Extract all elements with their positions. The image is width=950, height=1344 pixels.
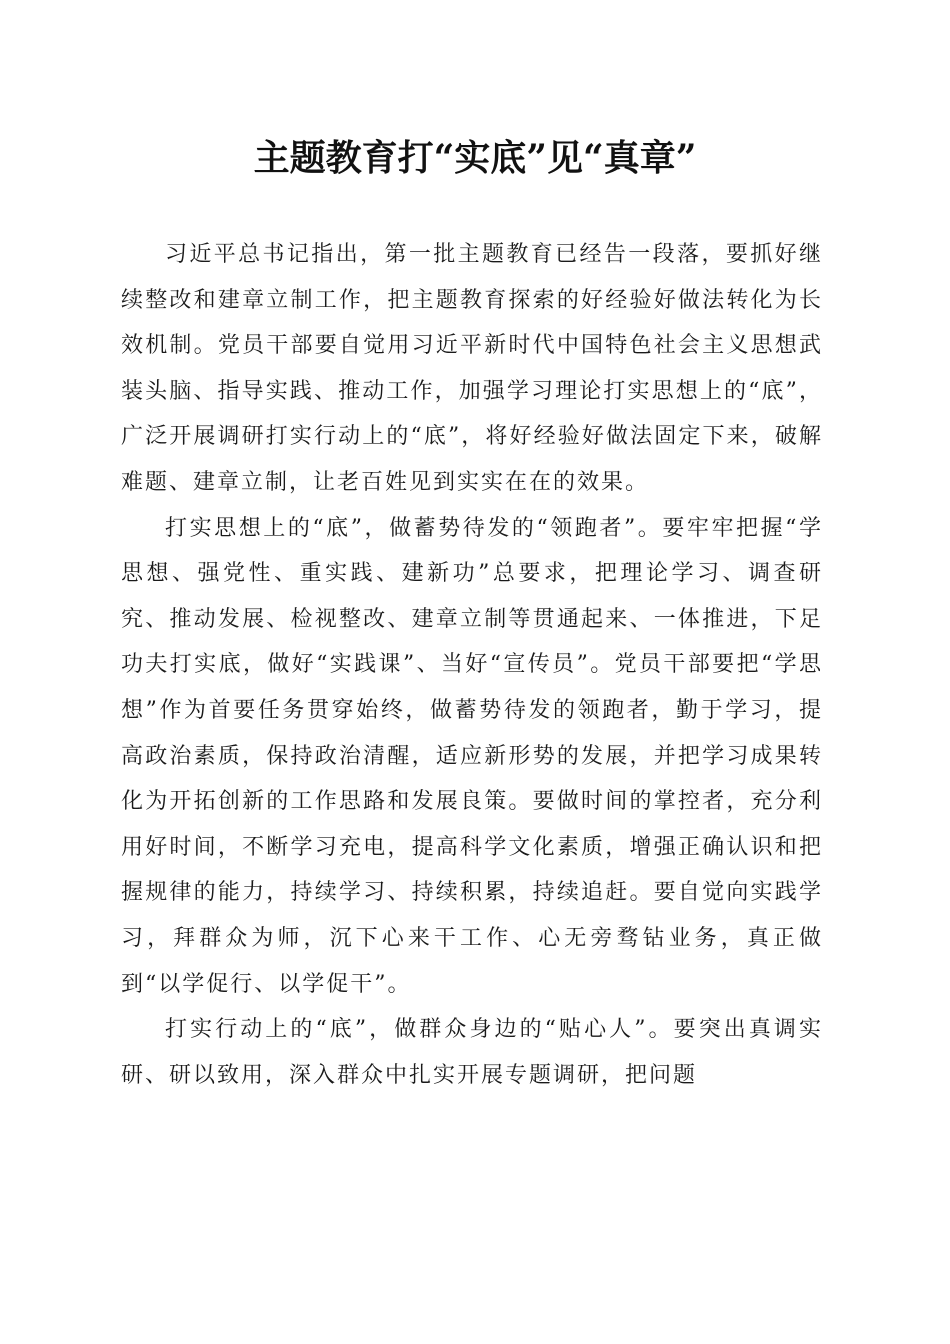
document-title: 主题教育打“实底”见“真章”	[253, 137, 697, 179]
document-body	[121, 232, 823, 1098]
paragraph: 打实思想上的“底”，做蓄势待发的“领跑者”。要牢牢把握“学思想、强党性、重实践、建新功”总要求，把理论学习、调查研究、推动发展、检视整改、建章立制等贯通起来、一体推进，下足功夫打实底，做好“实践课”、当好“宣传员”。党员干部要把“学思想”作为首要任务贯穿始终，做蓄势待发的领跑者，勤于学习，提高政治素质，保持政治清醒，适应新形势的发展，并把学习成果转化为开拓创新的工作思路和发展良策。要做时间的掌控者，充分利用好时间，不断学习充电，提高科学文化素质，增强正确认识和把握规律的能力，持续学习、持续积累，持续追赶。要自觉向实践学习，拜群众为师，沉下心来干工作、心无旁骛钻业务，真正做到“以学促行、以学促干”。	[121, 515, 823, 997]
paragraph: 习近平总书记指出，第一批主题教育已经告一段落，要抓好继续整改和建章立制工作，把主题教育探索的好经验好做法转化为长效机制。党员干部要自觉用习近平新时代中国特色社会主义思想武装头脑、指导实践、推动工作，加强学习理论打实思想上的“底”，广泛开展调研打实行动上的“底”，将好经验好做法固定下来，破解难题、建章立制，让老百姓见到实实在在的效果。	[121, 242, 823, 495]
paragraph: 打实行动上的“底”，做群众身边的“贴心人”。要突出真调实研、研以致用，深入群众中扎实开展专题调研，把问题	[121, 1017, 823, 1088]
